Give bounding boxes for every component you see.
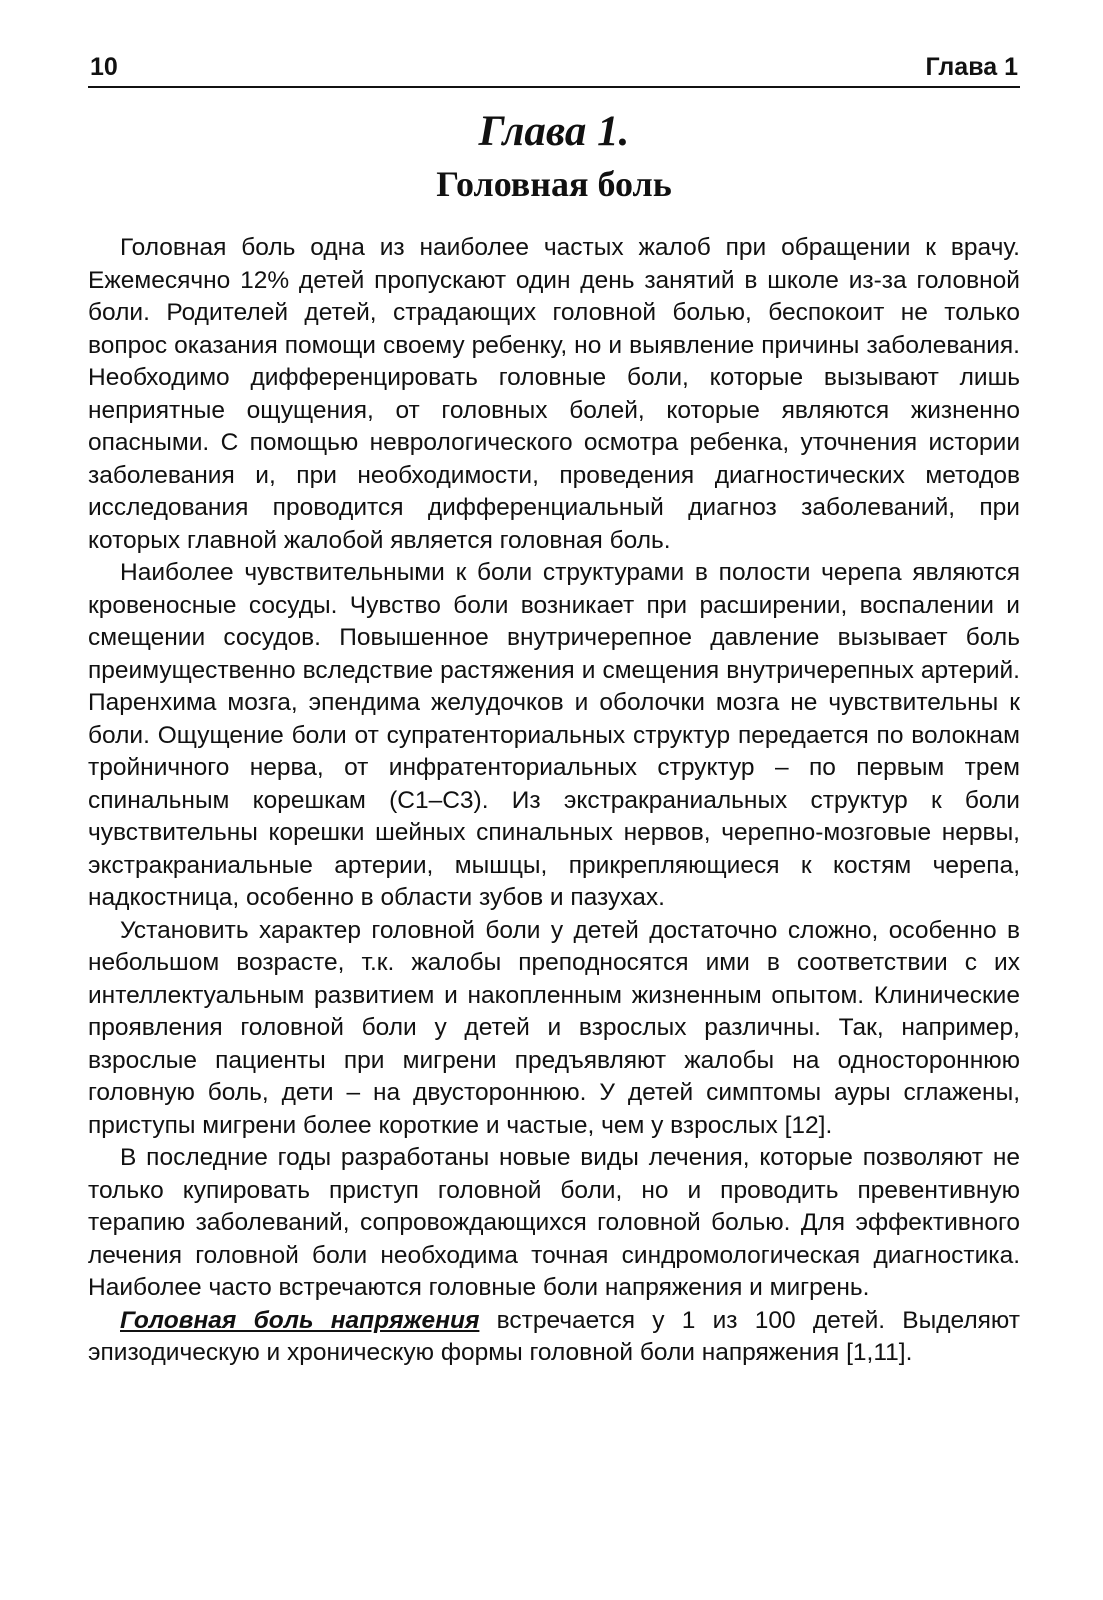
book-page: [88, 52, 1020, 1370]
running-title: Глава 1: [925, 53, 1018, 81]
chapter-heading: [88, 106, 1020, 208]
paragraph-pain-structures: Наиболее чувствительными к боли структурами в полости черепа являются кровеносные сосуды. Чувство боли возникает при расширении, воспалении и смещении сосудов. Повышенное внутричерепное давление вызывает боль преимущественно вследствие растяжения и смещения внутричерепных артерий. Паренхима мозга, эпендима желудочков и оболочки мозга не чувствительны к боли. Ощущение боли от супратенториальных структур передается по волокнам тройничного нерва, от инфратенториальных структур – по первым трем спинальным корешкам (С1–С3). Из экстракраниальных структур к боли чувствительны корешки шейных спинальных нервов, черепно-мозговые нервы, экстракраниальные артерии, мышцы, прикрепляющиеся к костям черепа, надкостница, особенно в области зубов и пазухах.: [88, 559, 1020, 911]
body-text: [88, 232, 1020, 1370]
page-number: 10: [90, 53, 118, 81]
chapter-title: Головная боль: [436, 164, 672, 204]
paragraph-tension-headache-text: встречается у 1 из 100 детей. Выделяют эпизодическую и хроническую формы головной боли напряжения [1,11].: [88, 1306, 1020, 1366]
paragraph-intro: Головная боль одна из наиболее частых жалоб при обращении к врачу. Ежемесячно 12% детей пропускают один день занятий в школе из-за головной боли. Родителей детей, страдающих головной болью, беспокоит не только вопрос оказания помощи своему ребенку, но и выявление причины заболевания. Необходимо дифференцировать головные боли, которые вызывают лишь неприятные ощущения, от головных болей, которые являются жизненно опасными. С помощью неврологического осмотра ребенка, уточнения истории заболевания и, при необходимости, проведения диагностических методов исследования проводится дифференциальный диагноз заболеваний, при которых главной жалобой является головная боль.: [88, 234, 1020, 554]
chapter-label: Глава 1.: [478, 108, 630, 155]
paragraph-treatment: В последние годы разработаны новые виды лечения, которые позволяют не только купировать приступ головной боли, но и проводить превентивную терапию заболеваний, сопровождающихся головной болью. Для эффективного лечения головной боли необходима точная синдромологическая диагностика. Наиболее часто встречаются головные боли напряжения и мигрень.: [88, 1144, 1020, 1301]
running-header: [88, 52, 1020, 88]
term-tension-headache: Головная боль напряжения: [120, 1306, 480, 1334]
paragraph-tension-headache: [88, 1305, 1020, 1370]
paragraph-children-diagnosis: Установить характер головной боли у детей достаточно сложно, особенно в небольшом возрасте, т.к. жалобы преподносятся ими в соответствии с их интеллектуальным развитием и накопленным жизненным опытом. Клинические проявления головной боли у детей и взрослых различны. Так, например, взрослые пациенты при мигрени предъявляют жалобы на одностороннюю головную боль, дети – на двустороннюю. У детей симптомы ауры сглажены, приступы мигрени более короткие и частые, чем у взрослых [12].: [88, 916, 1020, 1139]
